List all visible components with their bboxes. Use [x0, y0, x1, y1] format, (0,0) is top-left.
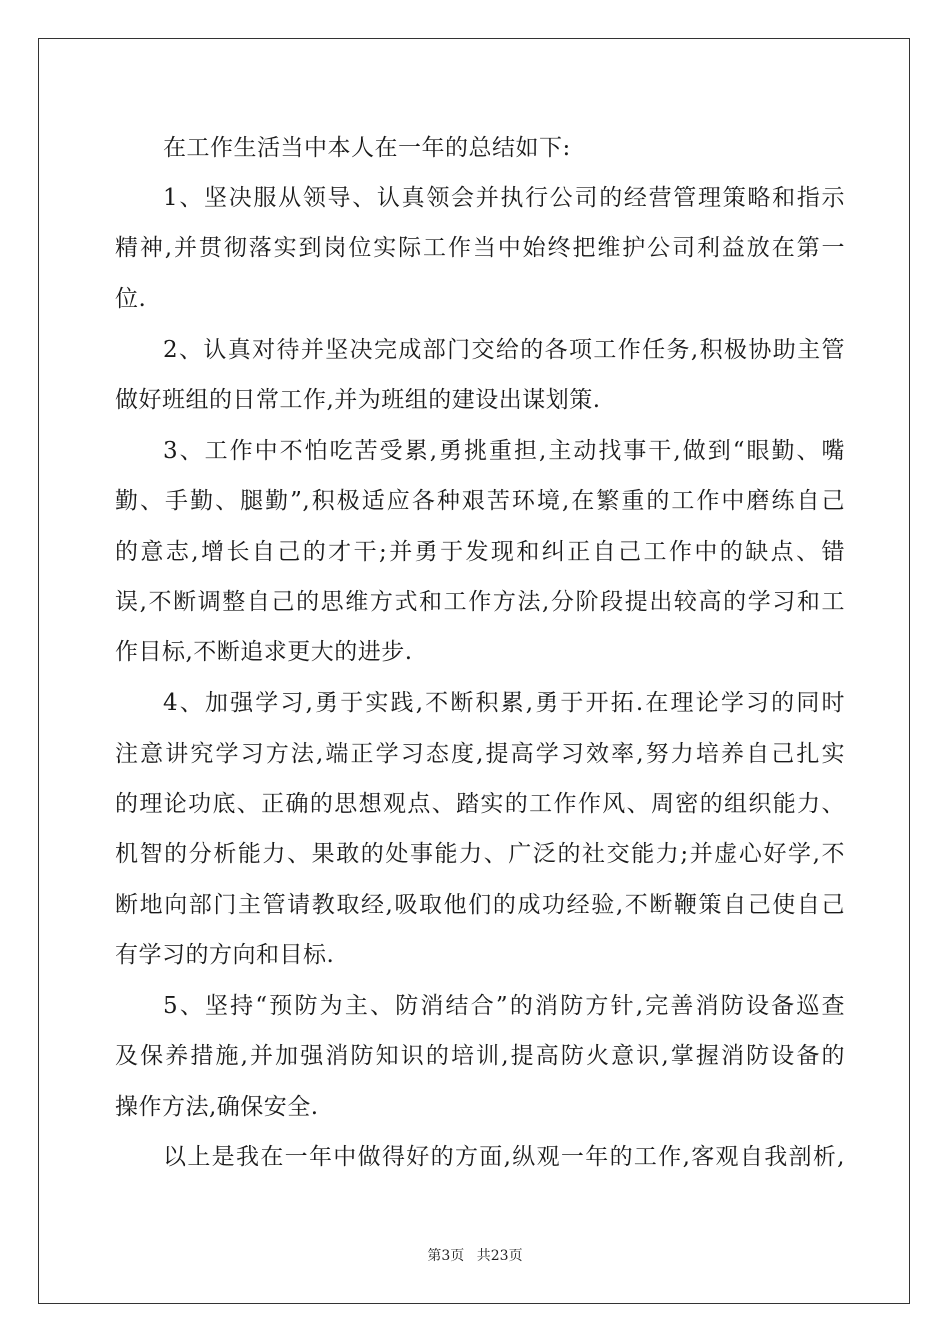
item-4-line-6: 有学习的方向和目标. — [115, 942, 335, 968]
summary-intro-line: 在工作生活当中本人在一年的总结如下: — [163, 135, 571, 161]
item-5-line-2: 及保养措施,并加强消防知识的培训,提高防火意识,掌握消防设备的 — [115, 1043, 845, 1069]
item-2-line-2: 做好班组的日常工作,并为班组的建设出谋划策. — [115, 387, 601, 413]
page-number: 第3页 — [427, 1248, 465, 1264]
item-4-line-4: 机智的分析能力、果敢的处事能力、广泛的社交能力;并虚心好学,不 — [115, 841, 845, 867]
item-3-line-1: 3、工作中不怕吃苦受累,勇挑重担,主动找事干,做到“眼勤、嘴 — [163, 438, 845, 464]
item-2-line-1: 2、认真对待并坚决完成部门交给的各项工作任务,积极协助主管 — [163, 337, 845, 363]
item-4-line-2: 注意讲究学习方法,端正学习态度,提高学习效率,努力培养自己扎实 — [115, 741, 845, 767]
item-3-line-4: 误,不断调整自己的思维方式和工作方法,分阶段提出较高的学习和工 — [115, 589, 845, 615]
item-3-line-3: 的意志,增长自己的才干;并勇于发现和纠正自己工作中的缺点、错 — [115, 539, 845, 565]
closing-line: 以上是我在一年中做得好的方面,纵观一年的工作,客观自我剖析, — [163, 1144, 845, 1170]
item-3-line-2: 勤、手勤、腿勤”,积极适应各种艰苦环境,在繁重的工作中磨练自己 — [115, 488, 845, 514]
item-1-line-3: 位. — [115, 286, 147, 312]
item-1-line-1: 1、坚决服从领导、认真领会并执行公司的经营管理策略和指示 — [163, 185, 845, 211]
item-5-line-3: 操作方法,确保安全. — [115, 1094, 319, 1120]
item-4-line-3: 的理论功底、正确的思想观点、踏实的工作作风、周密的组织能力、 — [115, 791, 845, 817]
page-total: 共23页 — [476, 1248, 523, 1264]
item-1-line-2: 精神,并贯彻落实到岗位实际工作当中始终把维护公司利益放在第一 — [115, 235, 845, 261]
page-footer — [0, 1247, 950, 1265]
item-5-line-1: 5、坚持“预防为主、防消结合”的消防方针,完善消防设备巡查 — [163, 993, 845, 1019]
item-4-line-5: 断地向部门主管请教取经,吸取他们的成功经验,不断鞭策自己使自己 — [115, 892, 845, 918]
item-3-line-5: 作目标,不断追求更大的进步. — [115, 639, 413, 665]
item-4-line-1: 4、加强学习,勇于实践,不断积累,勇于开拓.在理论学习的同时 — [163, 690, 845, 716]
